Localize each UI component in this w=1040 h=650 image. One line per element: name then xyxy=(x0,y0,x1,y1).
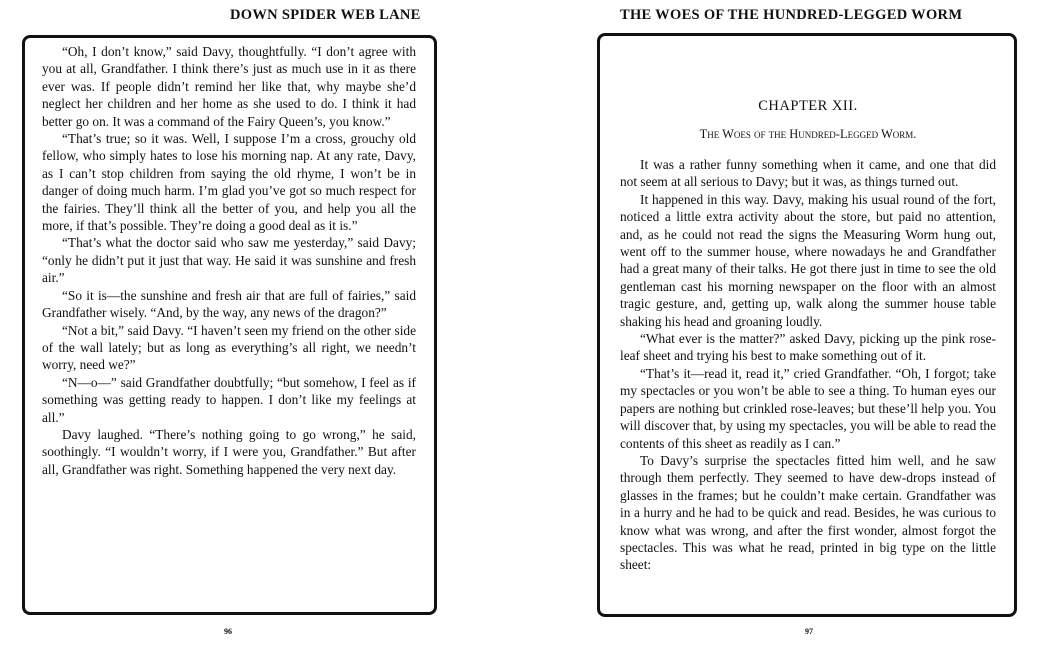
paragraph: “N—o—” said Grandfather doubtfully; “but somehow, I feel as if something was getting ready to happen. I don’t like my feelings at all.” xyxy=(42,374,416,425)
paragraph: “What ever is the matter?” asked Davy, picking up the pink rose-leaf sheet and trying his best to make something out of it. xyxy=(620,331,996,364)
paragraph: To Davy’s surprise the spectacles fitted him well, and he saw through them perfectly. They seemed to have dew-drops instead of glasses in the frames; but he couldn’t make certain. Grandfather was in a hurry and he had to be quick and read. Besides, he was curious to know what was wrong, and after the first wonder, almost forgot the spectacles. This was what he read, printed in big type on the little sheet: xyxy=(620,452,996,573)
paragraph: “That’s what the doctor said who saw me yesterday,” said Davy; “only he didn’t put it just that way. He said it was sunshine and fresh air.” xyxy=(42,235,416,286)
paragraph: “That’s it—read it, read it,” cried Grandfather. “Oh, I forgot; take my spectacles or you won’t be able to see a thing. To human eyes our papers are nothing but crinkled rose-leaves; but these’ll help you. You will discover that, by using my spectacles, you will be able to read the contents of this sheet as readily as I can.” xyxy=(620,365,996,451)
paragraph: It happened in this way. Davy, making his usual round of the fort, noticed a little extra activity about the store, but paid no attention, and, as he could not read the signs the Measuring Worm hung out, went off to the summer house, where nowadays he and Grandfather had a great many of their talks. He got there just in time to see the old gentleman cast his morning newspaper on the floor with an almost tragic gesture, and, getting up, walk along the summer house table shaking his head and groaning loudly. xyxy=(620,191,996,329)
chapter-title: The Woes of the Hundred-Legged Worm. xyxy=(699,127,917,141)
paragraph: “Oh, I don’t know,” said Davy, thoughtfully. “I don’t agree with you at all, Grandfather. I think there’s just as much use in it as there ever was. If people didn’t remind her like that, why maybe she’d neglect her children and her home as she used to do. I think it had better go on. It was a command of the Fairy Queen’s, you know.” xyxy=(42,44,416,129)
right-running-head: THE WOES OF THE HUNDRED-LEGGED WORM xyxy=(620,7,963,23)
right-page-number: 97 xyxy=(805,627,813,636)
left-page-body xyxy=(42,43,416,478)
paragraph: “So it is—the sunshine and fresh air that are full of fairies,” said Grandfather wisely. “And, by the way, any news of the dragon?” xyxy=(42,287,416,321)
paragraph: It was a rather funny something when it came, and one that did not seem at all serious to Davy; but it was, as things turned out. xyxy=(620,157,996,190)
right-page-body xyxy=(620,156,996,574)
paragraph: “Not a bit,” said Davy. “I haven’t seen my friend on the other side of the wall lately; but as long as everything’s all right, we needn’t worry, need we?” xyxy=(42,322,416,373)
chapter-number: CHAPTER XII. xyxy=(758,98,858,114)
left-page-number: 96 xyxy=(224,627,232,636)
paragraph: Davy laughed. “There’s nothing going to go wrong,” he said, soothingly. “I wouldn’t worry, if I were you, Grandfather.” But after all, Grandfather was right. Something happened the very next day. xyxy=(42,426,416,477)
left-running-head: DOWN SPIDER WEB LANE xyxy=(230,7,421,23)
paragraph: “That’s true; so it was. Well, I suppose I’m a cross, grouchy old fellow, who simply hates to lose his morning nap. At any rate, Davy, as I can’t stop children from saying the old rhyme, I won’t be in danger of doing much harm. I’m glad you’ve got so much respect for the fairies. They’ll think all the better of you, and help you all the more, if that’s possible. They’re doing a good deal as it is.” xyxy=(42,131,416,234)
